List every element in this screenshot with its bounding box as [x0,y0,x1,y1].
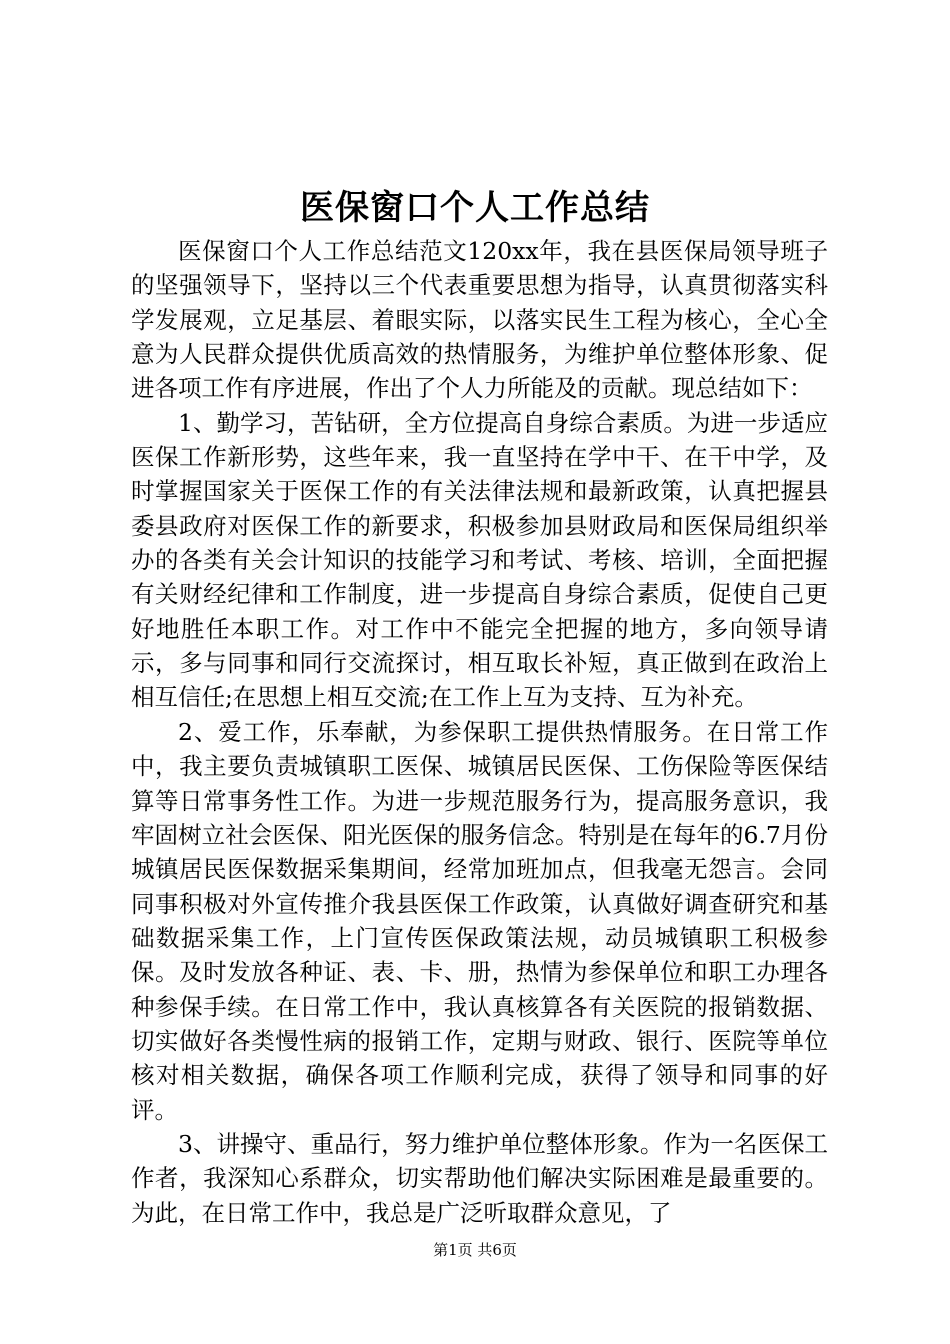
paragraph-section-1: 1、勤学习，苦钻研，全方位提高自身综合素质。为进一步适应医保工作新形势，这些年来，我一直坚持在学中干、在干中学，及时掌握国家关于医保工作的有关法律法规和最新政策，认真把握县委县政府对医保工作的新要求，积极参加县财政局和医保局组织举办的各类有关会计知识的技能学习和考试、考核、培训，全面把握有关财经纪律和工作制度，进一步提高自身综合素质，促使自己更好地胜任本职工作。对工作中不能完全把握的地方，多向领导请示，多与同事和同行交流探讨，相互取长补短，真正做到在政治上相互信任;在思想上相互交流;在工作上互为支持、互为补充。 [131,408,828,712]
document-title: 医保窗口个人工作总结 [300,188,650,228]
page-number-footer: 第1页 共6页 [433,1241,517,1259]
paragraph-section-2: 2、爱工作，乐奉献，为参保职工提供热情服务。在日常工作中，我主要负责城镇职工医保、城镇居民医保、工伤保险等医保结算等日常事务性工作。为进一步规范服务行为，提高服务意识，我牢固树立社会医保、阳光医保的服务信念。特别是在每年的6.7月份城镇居民医保数据采集期间，经常加班加点，但我毫无怨言。会同同事积极对外宣传推介我县医保工作政策，认真做好调查研究和基础数据采集工作，上门宣传医保政策法规，动员城镇职工积极参保。及时发放各种证、表、卡、册，热情为参保单位和职工办理各种参保手续。在日常工作中，我认真核算各有关医院的报销数据、切实做好各类慢性病的报销工作，定期与财政、银行、医院等单位核对相关数据，确保各项工作顺利完成，获得了领导和同事的好评。 [131,717,828,1124]
document-body [131,234,828,1230]
paragraph-intro: 医保窗口个人工作总结范文120xx年，我在县医保局领导班子的坚强领导下，坚持以三个代表重要思想为指导，认真贯彻落实科学发展观，立足基层、着眼实际，以落实民生工程为核心，全心全意为人民群众提供优质高效的热情服务，为维护单位整体形象、促进各项工作有序进展，作出了个人力所能及的贡献。现总结如下： [131,237,828,403]
paragraph-section-3: 3、讲操守、重品行，努力维护单位整体形象。作为一名医保工作者，我深知心系群众，切实帮助他们解决实际困难是最重要的。为此，在日常工作中，我总是广泛听取群众意见，了 [131,1129,828,1227]
